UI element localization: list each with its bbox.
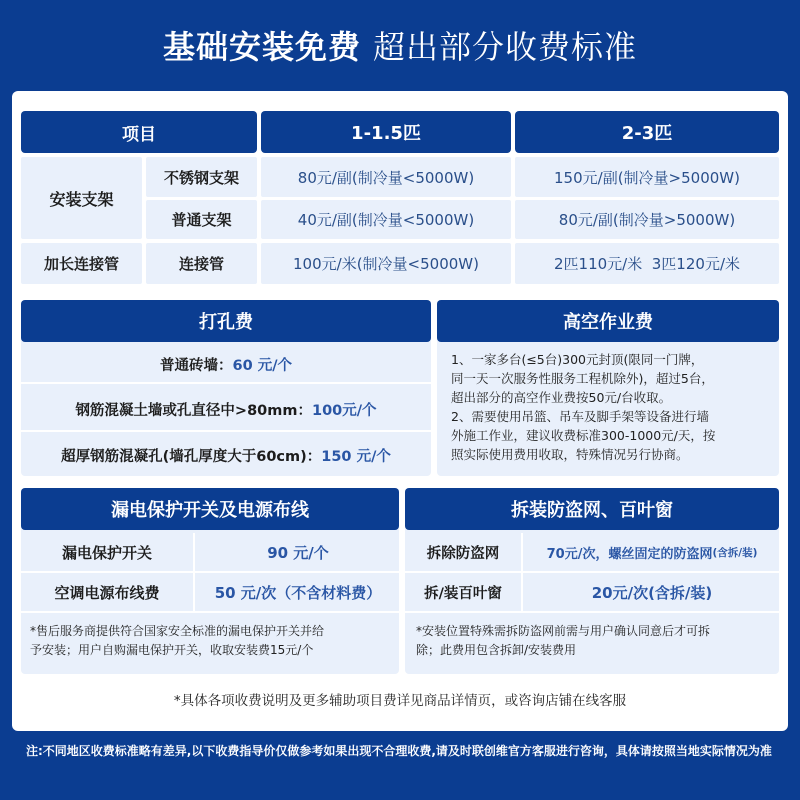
high-altitude-line: 2、需要使用吊篮、吊车及脚手架等设备进行墙 [451, 409, 709, 424]
row-normal-sub: 普通支架 [146, 200, 257, 239]
high-altitude-line: 照实际使用费用收取，特殊情况另行协商。 [451, 447, 689, 462]
anti-theft-title: 拆装防盗网、百叶窗 [405, 488, 779, 530]
leakage-value-switch: 90 元/个 [267, 543, 329, 562]
details-footnote: *具体各项收费说明及更多辅助项目费详见商品详情页，或咨询店铺在线客服 [173, 693, 627, 709]
row-pipe-sub: 连接管 [146, 243, 257, 284]
anti-theft-value-net-wrap [525, 533, 779, 571]
high-altitude-line: 外施工作业，建议收费标准300-1000元/天，按 [451, 428, 716, 443]
row-normal-col2: 80元/副(制冷量>5000W) [515, 200, 779, 239]
leakage-label-switch: 漏电保护开关 [21, 533, 195, 571]
row-stainless-sub: 不锈钢支架 [146, 157, 257, 197]
anti-theft-note-line: 除；此费用包含拆卸/安装费用 [416, 643, 577, 657]
leakage-label-wiring: 空调电源布线费 [21, 573, 195, 611]
leakage-title: 漏电保护开关及电源布线 [21, 488, 399, 530]
drilling-value-concrete: 100元/个 [311, 402, 377, 419]
drilling-row-concrete [21, 388, 431, 432]
row-pipe-group: 加长连接管 [21, 243, 142, 284]
leakage-note [30, 622, 396, 660]
anti-theft-label-blind: 拆/装百叶窗 [405, 573, 523, 611]
header-col2: 2-3匹 [515, 111, 779, 153]
anti-theft-note-line: *安装位置特殊需拆防盗网前需与用户确认同意后才可拆 [416, 624, 711, 638]
title-light: 超出部分收费标准 [373, 28, 638, 66]
group-bracket: 安装支架 [21, 157, 142, 239]
title-bold: 基础安装免费 [162, 28, 361, 66]
high-altitude-line: 1、一家多台(≤5台)300元封顶(限同一门牌， [451, 352, 704, 367]
drilling-value-brick: 60 元/个 [232, 357, 293, 374]
anti-theft-label-net: 拆除防盗网 [405, 533, 523, 571]
high-altitude-title: 高空作业费 [437, 300, 779, 342]
header-col1: 1-1.5匹 [261, 111, 511, 153]
high-altitude-line: 同一天一次服务性服务工程机除外)，超过5台， [451, 371, 714, 386]
row-pipe-col2: 2匹110元/米 3匹120元/米 [515, 243, 779, 284]
high-altitude-text [451, 350, 777, 464]
page-title [0, 22, 800, 72]
header-item: 项目 [21, 111, 257, 153]
row-pipe-col1: 100元/米(制冷量<5000W) [261, 243, 511, 284]
anti-theft-value-blind: 20元/次(含拆/装) [591, 583, 713, 602]
anti-theft-value-net: 70元/次，螺丝固定的防盗网 [546, 546, 713, 562]
drilling-label-concrete: 钢筋混凝土墙或孔直径中>80mm： [75, 402, 312, 419]
drilling-title: 打孔费 [21, 300, 431, 342]
drilling-label-thick: 超厚钢筋混凝孔(墙孔厚度大于60cm)： [61, 448, 322, 465]
anti-theft-value-net-suffix: (含拆/装) [712, 546, 758, 559]
drilling-row-thick [21, 434, 431, 476]
row-stainless-col1: 80元/副(制冷量<5000W) [261, 157, 511, 197]
row-stainless-col2: 150元/副(制冷量>5000W) [515, 157, 779, 197]
anti-theft-note [416, 622, 776, 660]
leakage-note-line: *售后服务商提供符合国家安全标准的漏电保护开关并给 [30, 624, 325, 638]
leakage-value-wiring: 50 元/次（不含材料费） [214, 583, 382, 602]
drilling-value-thick: 150 元/个 [321, 448, 391, 465]
drilling-label-brick: 普通砖墙： [159, 357, 233, 374]
high-altitude-line: 超出部分的高空作业费按50元/台收取。 [451, 390, 672, 405]
row-normal-col1: 40元/副(制冷量<5000W) [261, 200, 511, 239]
drilling-row-brick [21, 346, 431, 384]
leakage-note-line: 予安装；用户自购漏电保护开关，收取安装费15元/个 [30, 643, 314, 657]
bottom-disclaimer: 注:不同地区收费标准略有差异,以下收费指导价仅做参考如果出现不合理收费,请及时联创维官方客服进行咨询，具体请按照当地实际情况为准 [26, 744, 772, 758]
